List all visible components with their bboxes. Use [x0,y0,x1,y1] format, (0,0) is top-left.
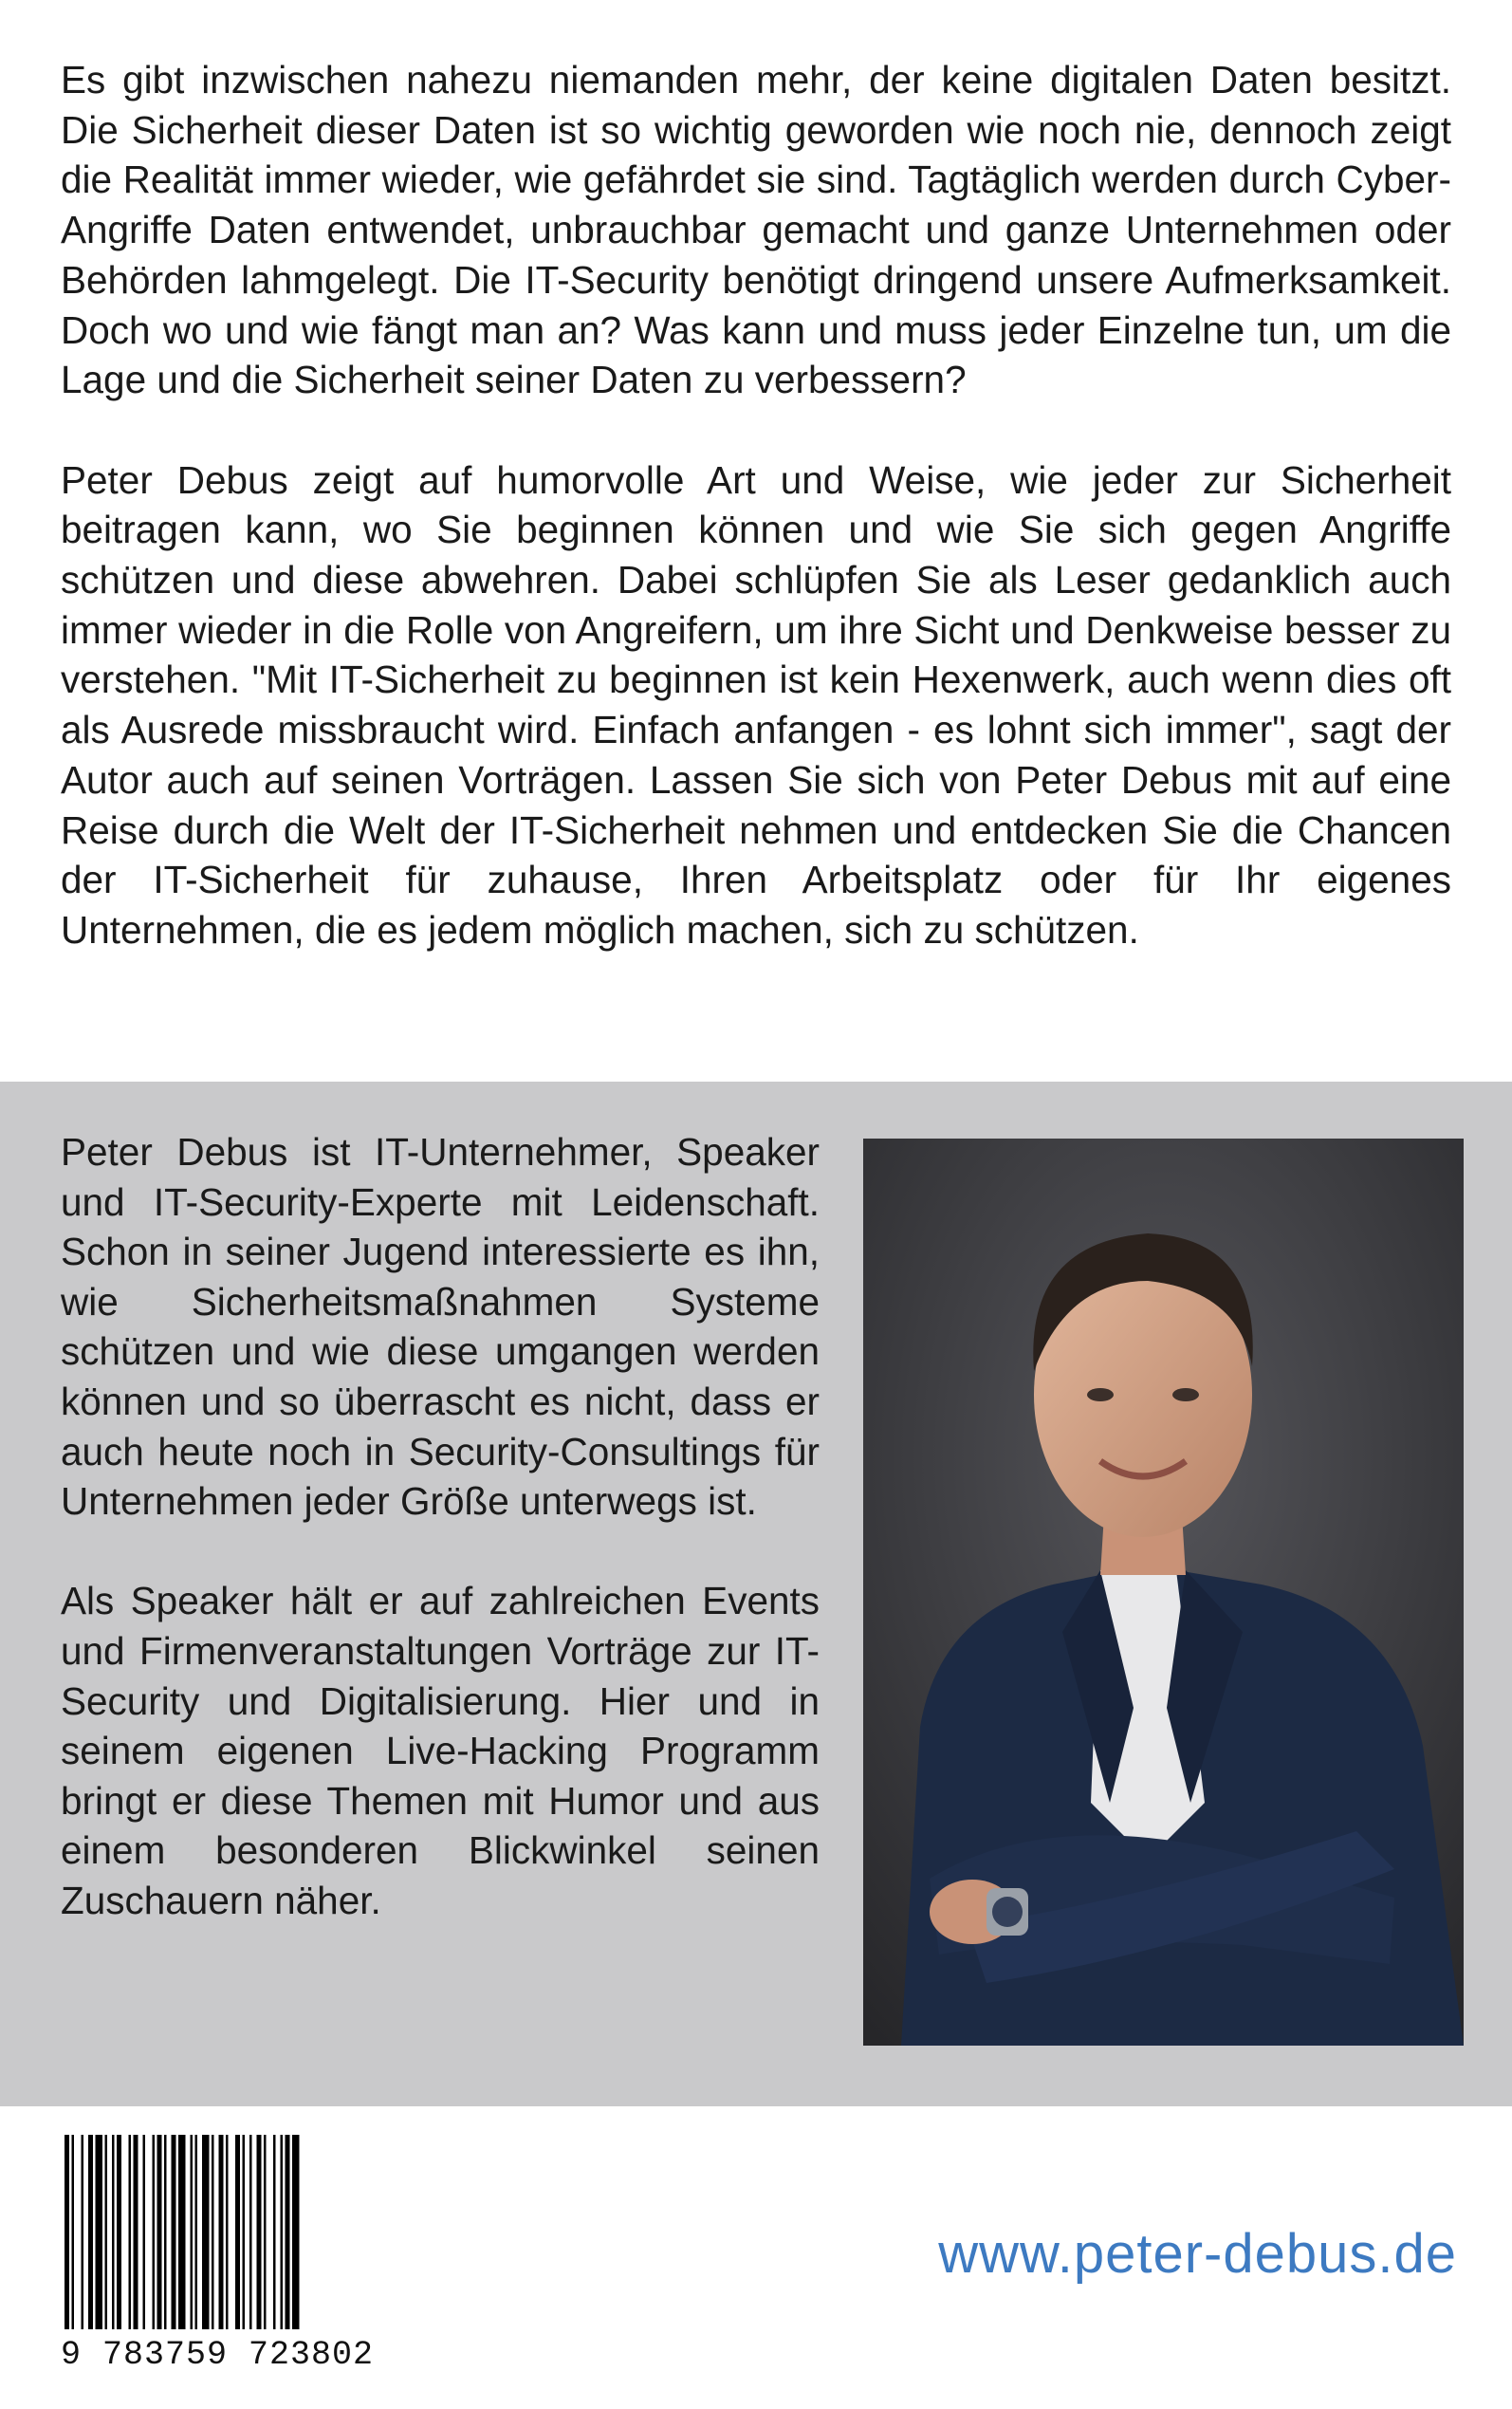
barcode-bar [157,2135,162,2329]
barcode-bar [235,2135,240,2329]
barcode-bar [249,2135,252,2329]
barcode-bar [243,2135,246,2329]
barcode-bar [264,2135,267,2329]
barcode-bar [191,2135,194,2329]
barcode-bar [286,2135,290,2329]
author-bio-paragraph-1: Peter Debus ist IT-Unternehmer, Speaker und IT-Security-Experte mit Leidenschaft. Schon in seiner Jugend interessierte es ihn, wie Sicherheitsmaßnahmen Systeme schützen und wie diese umgangen werden können und so überrascht es nicht, dass er auch heute noch in Security-Consultings für Unternehmen jeder Größe unterwegs ist. [61,1130,820,1524]
barcode-bar [105,2135,108,2329]
isbn-barcode [61,2135,375,2378]
barcode-bar [82,2135,84,2329]
barcode-bar [281,2135,284,2329]
barcode-bar [219,2135,224,2329]
barcode-bar [164,2135,167,2329]
barcode-bar [178,2135,186,2329]
author-bio-paragraph-2: Als Speaker hält er auf zahlreichen Events und Firmenveranstaltungen Vorträge zur IT-Security und Digitalisierung. Hier und in seinem eigenen Live-Hacking Programm bringt er diese Themen mit Humor und aus einem besonderen Blickwinkel seinen Zuschauern näher. [61,1579,820,1922]
back-cover-blurb [61,55,1451,1005]
author-portrait-illustration [863,1139,1464,2046]
barcode-bar [257,2135,262,2329]
barcode-bar [153,2135,156,2329]
barcode-bar [292,2135,300,2329]
barcode-bar [212,2135,214,2329]
blurb-paragraph-2: Peter Debus zeigt auf humorvolle Art und Weise, wie jeder zur Sicherheit beitragen kann, wo Sie beginnen können und wie Sie sich gegen Angriffe schützen und diese abwehren. Dabei schlüpfen Sie als Leser gedanklich auch immer wieder in die Rolle von Angreifern, um ihre Sicht und Denkweise besser zu verstehen. "Mit IT-Sicherheit zu beginnen ist kein Hexenwerk, auch wenn dies oft als Ausrede missbraucht wird. Einfach anfangen - es lohnt sich immer", sagt der Autor auch auf seinen Vorträgen. Lassen Sie sich von Peter Debus mit auf eine Reise durch die Welt der IT-Sicherheit nehmen und entdecken Sie die Chancen der IT-Sicherheit für zuhause, Ihren Arbeitsplatz oder für Ihr eigenes Unternehmen, die es jedem möglich machen, sich zu schützen. [61,457,1451,952]
barcode-bar [202,2135,210,2329]
barcode-bar [117,2135,121,2329]
barcode-bar [143,2135,146,2329]
barcode-bar [195,2135,198,2329]
isbn-number: 9 783759 723802 [61,2336,375,2374]
barcode-bar [96,2135,103,2329]
barcode-bars [61,2135,360,2329]
barcode-bar [88,2135,93,2329]
barcode-bar [129,2135,132,2329]
barcode-bar [134,2135,138,2329]
barcode-bar [273,2135,276,2329]
author-photo [863,1139,1464,2046]
barcode-bar [112,2135,115,2329]
barcode-bar [226,2135,229,2329]
barcode-bar [172,2135,176,2329]
author-bio [61,1127,820,1975]
barcode-bar [72,2135,75,2329]
barcode-bar [65,2135,69,2329]
blurb-paragraph-1: Es gibt inzwischen nahezu niemanden mehr, der keine digitalen Daten besitzt. Die Sicherheit dieser Daten ist so wichtig geworden wie noch nie, dennoch zeigt die Realität immer wieder, wie gefährdet sie sind. Tagtäglich werden durch Cyber-Angriffe Daten entwendet, unbrauchbar gemacht und ganze Unternehmen oder Behörden lahmgelegt. Die IT-Security benötigt dringend unsere Aufmerksamkeit. Doch wo und wie fängt man an? Was kann und muss jeder Einzelne tun, um die Lage und die Sicherheit seiner Daten zu verbessern? [61,58,1451,402]
website-url[interactable]: www.peter-debus.de [938,2223,1457,2285]
